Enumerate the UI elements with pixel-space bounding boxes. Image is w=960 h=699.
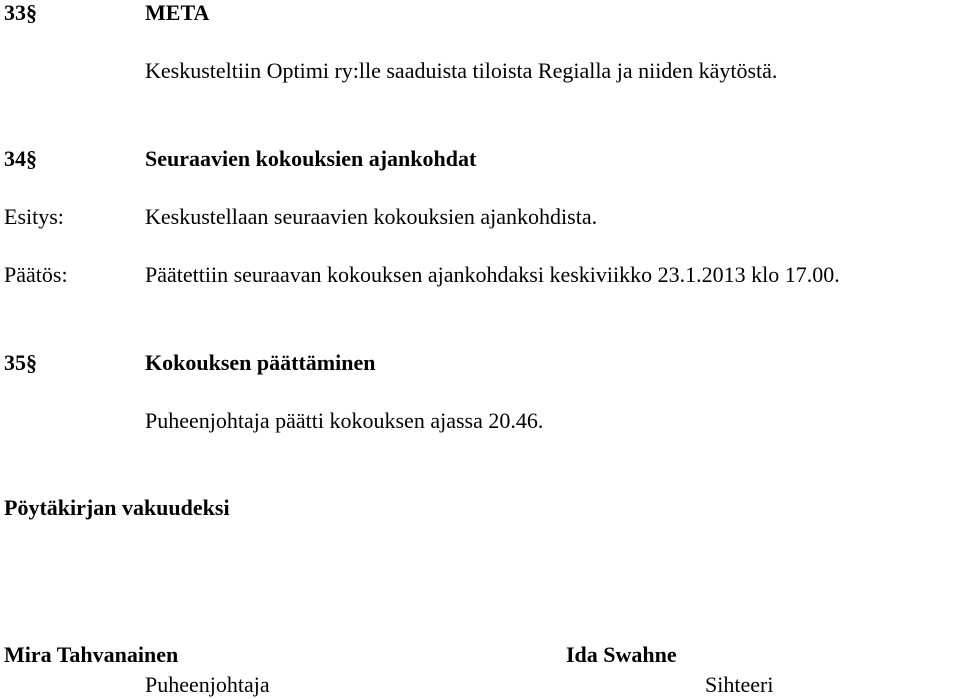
signer-role-chair: Puheenjohtaja: [145, 672, 270, 697]
section-35-heading: Kokouksen päättäminen: [145, 350, 376, 375]
section-35-number: 35§: [4, 350, 37, 375]
proposal-text: Keskustellaan seuraavien kokouksien ajankohdista.: [145, 204, 598, 229]
section-33-body: Keskusteltiin Optimi ry:lle saaduista tiloista Regialla ja niiden käytöstä.: [145, 58, 778, 83]
signer-name-secretary: Ida Swahne: [566, 642, 677, 667]
section-33-number: 33§: [4, 0, 37, 25]
section-35-body: Puheenjohtaja päätti kokouksen ajassa 20.46.: [145, 408, 544, 433]
section-34-number: 34§: [4, 146, 37, 171]
verification-title: Pöytäkirjan vakuudeksi: [4, 495, 230, 520]
decision-label: Päätös:: [4, 262, 68, 287]
proposal-label: Esitys:: [4, 204, 64, 229]
section-34-heading: Seuraavien kokouksien ajankohdat: [145, 146, 477, 171]
signer-name-chair: Mira Tahvanainen: [4, 642, 179, 667]
decision-text: Päätettiin seuraavan kokouksen ajankohdaksi keskiviikko 23.1.2013 klo 17.00.: [145, 262, 840, 287]
signer-role-secretary: Sihteeri: [705, 672, 774, 697]
section-33-heading: META: [145, 0, 210, 25]
